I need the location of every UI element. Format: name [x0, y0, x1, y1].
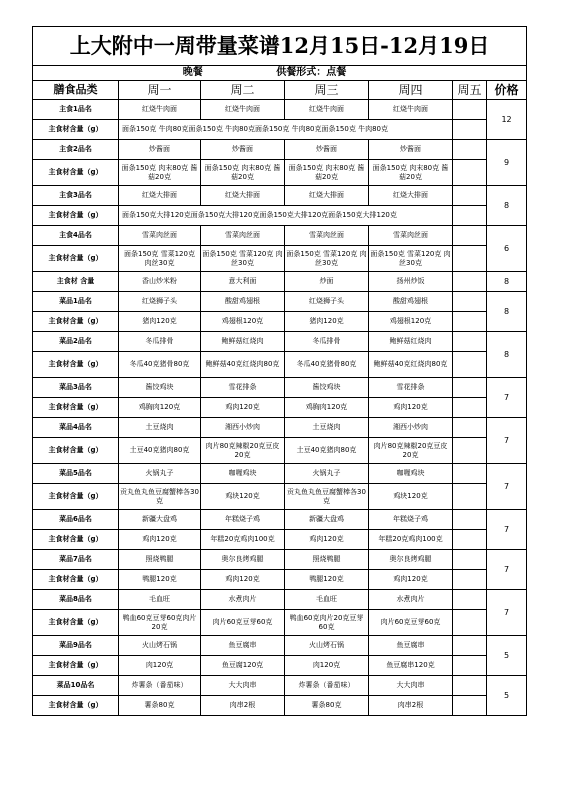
friday-cell [453, 510, 487, 530]
friday-cell [453, 292, 487, 312]
row-label: 主食3品名 [33, 186, 119, 206]
menu-row [33, 610, 527, 636]
monday-cell: 照烧鸭腿 [119, 550, 201, 570]
wednesday-cell: 冬瓜排骨 [285, 332, 369, 352]
menu-row [33, 140, 527, 160]
price-cell: 7 [487, 550, 527, 590]
tuesday-cell: 肉串2根 [201, 696, 285, 716]
row-label: 菜品4品名 [33, 418, 119, 438]
monday-cell: 冬瓜40克猪骨80克 [119, 352, 201, 378]
menu-row [33, 160, 527, 186]
monday-cell: 土豆烧肉 [119, 418, 201, 438]
friday-cell [453, 636, 487, 656]
tuesday-cell: 鸡肉120克 [201, 398, 285, 418]
wednesday-cell: 土豆烧肉 [285, 418, 369, 438]
row-label: 主食2品名 [33, 140, 119, 160]
monday-cell: 火锅丸子 [119, 464, 201, 484]
friday-cell [453, 100, 487, 120]
thursday-cell: 雪花排条 [369, 378, 453, 398]
tuesday-cell: 红烧大排面 [201, 186, 285, 206]
row-label: 主食材含量（g） [33, 398, 119, 418]
menu-row [33, 352, 527, 378]
monday-cell: 炒酱面 [119, 140, 201, 160]
monday-cell: 红烧牛肉面 [119, 100, 201, 120]
friday-cell [453, 570, 487, 590]
thursday-cell: 炒酱面 [369, 140, 453, 160]
monday-cell: 酱饺鸡块 [119, 378, 201, 398]
wednesday-cell: 冬瓜40克猪骨80克 [285, 352, 369, 378]
menu-row [33, 120, 527, 140]
wednesday-cell: 面条150克 雪菜120克 肉丝30克 [285, 246, 369, 272]
wednesday-cell: 猪肉120克 [285, 312, 369, 332]
header-friday: 周五 [453, 81, 487, 100]
tuesday-cell: 鱼豆腐120克 [201, 656, 285, 676]
price-cell: 5 [487, 636, 527, 676]
friday-cell [453, 272, 487, 292]
tuesday-cell: 面条150克 雪菜120克 肉丝30克 [201, 246, 285, 272]
menu-row [33, 510, 527, 530]
header-row [33, 81, 527, 100]
thursday-cell: 鲍鲜菇红烧肉 [369, 332, 453, 352]
wednesday-cell: 毛血旺 [285, 590, 369, 610]
thursday-cell: 鸡翅根120克 [369, 312, 453, 332]
thursday-cell: 鱼豆腐串 [369, 636, 453, 656]
thursday-cell: 雪菜肉丝面 [369, 226, 453, 246]
price-cell: 8 [487, 332, 527, 378]
row-label: 主食材含量（g） [33, 312, 119, 332]
price-cell: 7 [487, 464, 527, 510]
friday-cell [453, 484, 487, 510]
friday-cell [453, 312, 487, 332]
menu-row [33, 438, 527, 464]
ingredient-amount-cell: 面条150克大排120克面条150克大排120克面条150克大排120克面条150克大排120克 [119, 206, 453, 226]
menu-row [33, 676, 527, 696]
row-label: 主食材含量（g） [33, 570, 119, 590]
menu-row [33, 696, 527, 716]
thursday-cell: 酸甜鸡翅根 [369, 292, 453, 312]
menu-row [33, 418, 527, 438]
row-label: 菜品1品名 [33, 292, 119, 312]
meal-label: 晚餐 [182, 67, 203, 78]
monday-cell: 雪菜肉丝面 [119, 226, 201, 246]
thursday-cell: 鸡肉120克 [369, 398, 453, 418]
menu-row [33, 398, 527, 418]
friday-cell [453, 378, 487, 398]
friday-cell [453, 206, 487, 226]
row-label: 菜品5品名 [33, 464, 119, 484]
wednesday-cell: 鸭血60克肉片20克豆芽60克 [285, 610, 369, 636]
friday-cell [453, 464, 487, 484]
tuesday-cell: 年糕20克鸡肉100克 [201, 530, 285, 550]
row-label: 主食材含量（g） [33, 352, 119, 378]
tuesday-cell: 雪菜肉丝面 [201, 226, 285, 246]
friday-cell [453, 676, 487, 696]
monday-cell: 火山烤石锅 [119, 636, 201, 656]
price-cell: 8 [487, 186, 527, 226]
wednesday-cell: 鸭腿120克 [285, 570, 369, 590]
tuesday-cell: 红烧牛肉面 [201, 100, 285, 120]
menu-row [33, 246, 527, 272]
tuesday-cell: 肉片80克辣椒20克豆皮20克 [201, 438, 285, 464]
menu-row [33, 186, 527, 206]
row-label: 主食材含量（g） [33, 160, 119, 186]
friday-cell [453, 332, 487, 352]
friday-cell [453, 656, 487, 676]
tuesday-cell: 炒酱面 [201, 140, 285, 160]
tuesday-cell: 鱼豆腐串 [201, 636, 285, 656]
monday-cell: 鸭腿120克 [119, 570, 201, 590]
row-label: 主食材含量（g） [33, 484, 119, 510]
row-label: 主食4品名 [33, 226, 119, 246]
thursday-cell: 肉片60克豆芽60克 [369, 610, 453, 636]
service-label: 供餐形式：点餐 [276, 67, 347, 78]
tuesday-cell: 鸡翅根120克 [201, 312, 285, 332]
wednesday-cell: 红烧大排面 [285, 186, 369, 206]
wednesday-cell: 炒面 [285, 272, 369, 292]
tuesday-cell: 水煮肉片 [201, 590, 285, 610]
row-label: 主食材含量（g） [33, 438, 119, 464]
friday-cell [453, 530, 487, 550]
tuesday-cell: 鸡块120克 [201, 484, 285, 510]
thursday-cell: 面条150克 肉末80克 酱菇20克 [369, 160, 453, 186]
thursday-cell: 红烧大排面 [369, 186, 453, 206]
monday-cell: 毛血旺 [119, 590, 201, 610]
monday-cell: 炸薯条（番茄味） [119, 676, 201, 696]
header-wednesday: 周三 [285, 81, 369, 100]
monday-cell: 薯条80克 [119, 696, 201, 716]
monday-cell: 面条150克 肉末80克 酱菇20克 [119, 160, 201, 186]
row-label: 菜品10品名 [33, 676, 119, 696]
thursday-cell: 年糕20克鸡肉100克 [369, 530, 453, 550]
tuesday-cell: 年糕烧子鸡 [201, 510, 285, 530]
header-category: 膳食品类 [33, 81, 119, 100]
price-cell: 5 [487, 676, 527, 716]
row-label: 主食材含量（g） [33, 246, 119, 272]
monday-cell: 红烧大排面 [119, 186, 201, 206]
monday-cell: 面条150克 雪菜120克 肉丝30克 [119, 246, 201, 272]
tuesday-cell: 意大利面 [201, 272, 285, 292]
price-cell: 8 [487, 272, 527, 292]
row-label: 菜品9品名 [33, 636, 119, 656]
menu-row [33, 636, 527, 656]
menu-row [33, 378, 527, 398]
wednesday-cell: 雪菜肉丝面 [285, 226, 369, 246]
row-label: 菜品3品名 [33, 378, 119, 398]
friday-cell [453, 398, 487, 418]
friday-cell [453, 438, 487, 464]
monday-cell: 鸭血60克豆芽60克肉片20克 [119, 610, 201, 636]
thursday-cell: 鸡肉120克 [369, 570, 453, 590]
thursday-cell: 面条150克 雪菜120克 肉丝30克 [369, 246, 453, 272]
thursday-cell: 年糕烧子鸡 [369, 510, 453, 530]
menu-row [33, 206, 527, 226]
monday-cell: 肉120克 [119, 656, 201, 676]
menu-row [33, 464, 527, 484]
row-label: 菜品2品名 [33, 332, 119, 352]
menu-row [33, 272, 527, 292]
price-cell: 8 [487, 292, 527, 332]
wednesday-cell: 酱饺鸡块 [285, 378, 369, 398]
thursday-cell: 扬州炒饭 [369, 272, 453, 292]
page-title: 上大附中一周带量菜谱12月15日-12月19日 [33, 27, 527, 66]
menu-row [33, 590, 527, 610]
thursday-cell: 鱼豆腐串120克 [369, 656, 453, 676]
friday-cell [453, 226, 487, 246]
menu-row [33, 226, 527, 246]
header-price: 价格 [487, 81, 527, 100]
thursday-cell: 红烧牛肉面 [369, 100, 453, 120]
row-label: 主食材含量（g） [33, 696, 119, 716]
menu-row [33, 550, 527, 570]
tuesday-cell: 湘西小炒肉 [201, 418, 285, 438]
friday-cell [453, 610, 487, 636]
subtitle-row [33, 66, 527, 81]
wednesday-cell: 红烧狮子头 [285, 292, 369, 312]
price-cell: 9 [487, 140, 527, 186]
friday-cell [453, 246, 487, 272]
price-cell: 6 [487, 226, 527, 272]
price-cell: 7 [487, 590, 527, 636]
friday-cell [453, 550, 487, 570]
ingredient-amount-cell: 面条150克 牛肉80克面条150克 牛肉80克面条150克 牛肉80克面条150克 牛肉80克 [119, 120, 453, 140]
price-cell: 7 [487, 418, 527, 464]
tuesday-cell: 奥尔良烤鸡腿 [201, 550, 285, 570]
row-label: 主食材含量（g） [33, 120, 119, 140]
thursday-cell: 肉串2根 [369, 696, 453, 716]
row-label: 主食材含量（g） [33, 206, 119, 226]
menu-table [32, 26, 527, 716]
menu-row [33, 570, 527, 590]
row-label: 菜品6品名 [33, 510, 119, 530]
tuesday-cell: 大大肉串 [201, 676, 285, 696]
tuesday-cell: 酸甜鸡翅根 [201, 292, 285, 312]
monday-cell: 鸡肉120克 [119, 530, 201, 550]
wednesday-cell: 炒酱面 [285, 140, 369, 160]
tuesday-cell: 面条150克 肉末80克 酱菇20克 [201, 160, 285, 186]
tuesday-cell: 鲍鲜菇40克红烧肉80克 [201, 352, 285, 378]
friday-cell [453, 140, 487, 160]
thursday-cell: 奥尔良烤鸡腿 [369, 550, 453, 570]
wednesday-cell: 鸡胸肉120克 [285, 398, 369, 418]
menu-row [33, 292, 527, 312]
friday-cell [453, 160, 487, 186]
tuesday-cell: 雪花排条 [201, 378, 285, 398]
row-label: 主食材 含量 [33, 272, 119, 292]
thursday-cell: 水煮肉片 [369, 590, 453, 610]
menu-row [33, 656, 527, 676]
wednesday-cell: 火山烤石锅 [285, 636, 369, 656]
thursday-cell: 大大肉串 [369, 676, 453, 696]
monday-cell: 猪肉120克 [119, 312, 201, 332]
monday-cell: 红烧狮子头 [119, 292, 201, 312]
row-label: 主食材含量（g） [33, 530, 119, 550]
friday-cell [453, 186, 487, 206]
row-label: 主食1品名 [33, 100, 119, 120]
wednesday-cell: 贡丸鱼丸鱼豆腐蟹棒各30克 [285, 484, 369, 510]
monday-cell: 贡丸鱼丸鱼豆腐蟹棒各30克 [119, 484, 201, 510]
monday-cell: 新疆大盘鸡 [119, 510, 201, 530]
wednesday-cell: 面条150克 肉末80克 酱菇20克 [285, 160, 369, 186]
row-label: 菜品7品名 [33, 550, 119, 570]
monday-cell: 土豆40克猪肉80克 [119, 438, 201, 464]
thursday-cell: 咖喱鸡块 [369, 464, 453, 484]
header-tuesday: 周二 [201, 81, 285, 100]
price-cell: 7 [487, 378, 527, 418]
tuesday-cell: 鸡肉120克 [201, 570, 285, 590]
wednesday-cell: 炸薯条（番茄味） [285, 676, 369, 696]
wednesday-cell: 土豆40克猪肉80克 [285, 438, 369, 464]
thursday-cell: 湘西小炒肉 [369, 418, 453, 438]
wednesday-cell: 肉120克 [285, 656, 369, 676]
row-label: 主食材含量（g） [33, 610, 119, 636]
tuesday-cell: 肉片60克豆芽60克 [201, 610, 285, 636]
friday-cell [453, 696, 487, 716]
header-monday: 周一 [119, 81, 201, 100]
wednesday-cell: 新疆大盘鸡 [285, 510, 369, 530]
menu-row [33, 100, 527, 120]
wednesday-cell: 红烧牛肉面 [285, 100, 369, 120]
thursday-cell: 鲍鲜菇40克红烧肉80克 [369, 352, 453, 378]
header-thursday: 周四 [369, 81, 453, 100]
thursday-cell: 肉片80克辣椒20克豆皮20克 [369, 438, 453, 464]
tuesday-cell: 鲍鲜菇红烧肉 [201, 332, 285, 352]
menu-row [33, 312, 527, 332]
tuesday-cell: 咖喱鸡块 [201, 464, 285, 484]
friday-cell [453, 418, 487, 438]
friday-cell [453, 590, 487, 610]
monday-cell: 冬瓜排骨 [119, 332, 201, 352]
wednesday-cell: 薯条80克 [285, 696, 369, 716]
wednesday-cell: 鸡肉120克 [285, 530, 369, 550]
row-label: 菜品8品名 [33, 590, 119, 610]
monday-cell: 鸡胸肉120克 [119, 398, 201, 418]
price-cell: 12 [487, 100, 527, 140]
menu-row [33, 332, 527, 352]
menu-row [33, 530, 527, 550]
thursday-cell: 鸡块120克 [369, 484, 453, 510]
menu-row [33, 484, 527, 510]
row-label: 主食材含量（g） [33, 656, 119, 676]
price-cell: 7 [487, 510, 527, 550]
friday-cell [453, 352, 487, 378]
wednesday-cell: 火锅丸子 [285, 464, 369, 484]
friday-cell [453, 120, 487, 140]
monday-cell: 香山炒米粉 [119, 272, 201, 292]
wednesday-cell: 照烧鸭腿 [285, 550, 369, 570]
